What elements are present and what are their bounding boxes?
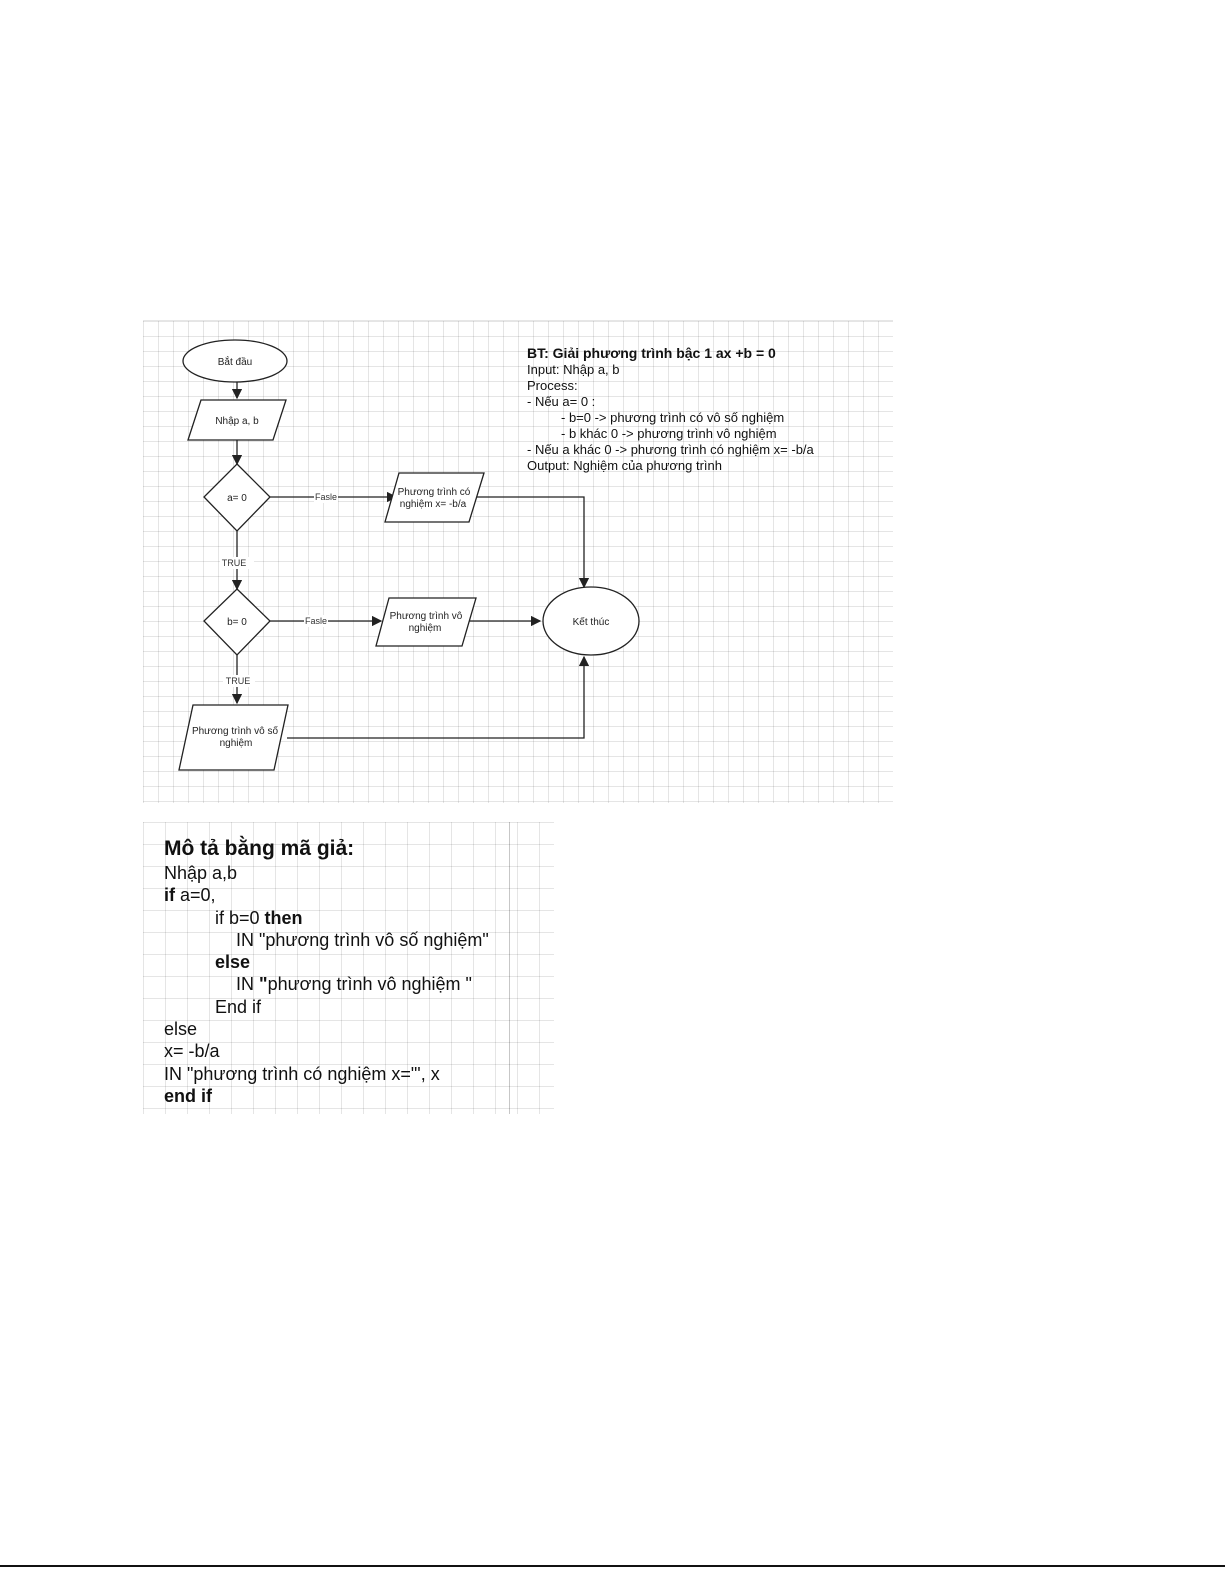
description-input: Input: Nhập a, b [527,362,620,377]
description-output: Output: Nghiệm của phương trình [527,458,722,473]
output-b-true-line2: nghiệm [219,738,253,749]
code-text: if b=0 [215,907,265,928]
code-line-print-none [164,973,489,995]
edge-out-b-true-to-end [287,657,584,738]
code-line-input: Nhập a,b [164,863,238,883]
output-b-false-line1: Phương trình vô [389,611,463,622]
problem-description [527,345,814,474]
code-line-if-b [164,907,489,929]
output-a-false-node [385,473,484,522]
keyword-else: else [215,952,251,973]
start-node [183,340,287,382]
edge-out-a-to-end [477,497,584,587]
output-a-false-line2: nghiệm x= -b/a [399,499,467,510]
condition-b-label: b= 0 [227,617,247,628]
condition-a-node [204,464,270,531]
code-line-print-infinite: IN "phương trình vô số nghiệm" [236,929,489,950]
footer-rule [0,1565,1225,1567]
condition-b-node [204,589,270,655]
end-label: Kết thúc [572,617,610,628]
keyword-end-if: end if [164,1085,212,1106]
start-label: Bắt đầu [217,357,253,368]
output-b-false-line2: nghiệm [408,623,442,634]
edge-label-b-true: TRUE [225,676,251,686]
grid-divider [509,822,510,1114]
code-text: phương trình vô nghiệm " [267,974,472,995]
edge-label-a-true: TRUE [221,558,247,568]
output-b-true-line1: Phương trình vô số [191,726,279,737]
pseudocode-block [164,836,489,1107]
output-b-true-node [179,705,288,770]
output-b-false-node [376,598,476,646]
input-label: Nhập a, b [215,416,259,427]
code-line-end-if [164,1085,489,1107]
edge-label-a-false: Fasle [314,492,338,502]
code-line-else-outer: else [164,1019,198,1040]
flowchart-panel [143,320,893,803]
description-process: Process: [527,378,578,393]
description-case-b0: - b=0 -> phương trình có vô số nghiệm [561,410,785,425]
keyword-if: if [164,885,175,906]
code-text: IN [236,974,260,995]
code-line-end-if-inner: End if [215,996,262,1017]
code-text: a=0, [175,885,216,906]
description-title: BT: Giải phương trình bậc 1 ax +b = 0 [527,345,776,361]
input-node [188,400,286,440]
keyword-then: then [264,907,303,928]
code-line-else-inner [164,951,489,973]
condition-a-label: a= 0 [227,493,247,504]
code-line-if-a [164,884,489,906]
code-line-print-x: IN "phương trình có nghiệm x="', x [164,1063,440,1084]
description-case-a-not0: - Nếu a khác 0 -> phương trình có nghiệm x= -b/a [527,442,814,457]
code-quote: " [259,974,268,995]
edge-label-b-false: Fasle [304,616,328,626]
pseudocode-panel [143,822,554,1114]
output-a-false-line1: Phương trình có [397,487,471,498]
pseudocode-heading: Mô tả bằng mã giả: [164,837,355,860]
description-case-a0: - Nếu a= 0 : [527,394,596,409]
description-case-b-not0: - b khác 0 -> phương trình vô nghiệm [561,426,777,441]
code-line-compute-x: x= -b/a [164,1041,220,1062]
end-node [543,587,639,655]
